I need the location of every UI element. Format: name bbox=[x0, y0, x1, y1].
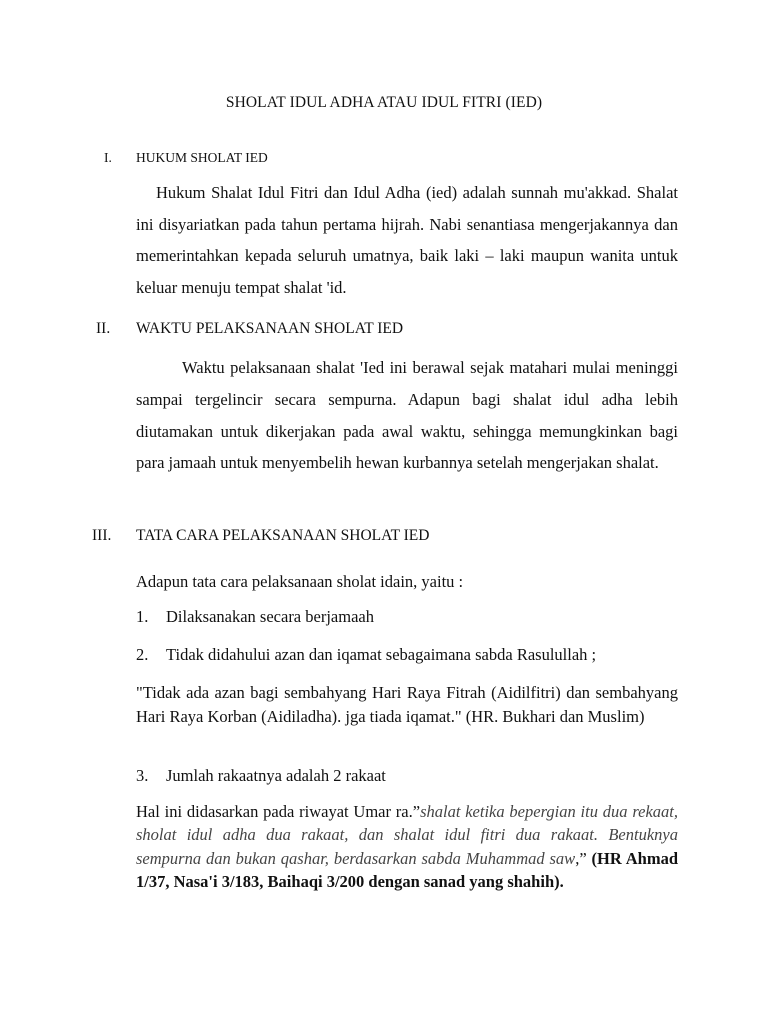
list-item-text: Jumlah rakaatnya adalah 2 rakaat bbox=[166, 766, 386, 785]
list-item-number: 2. bbox=[136, 645, 149, 664]
hadith-reference: (HR Ahmad 1/37, Nasa'i 3/183, Baihaqi 3/200 dengan sanad yang shahih). bbox=[136, 848, 679, 891]
list-item-text: Dilaksanakan secara berjamaah bbox=[166, 607, 374, 626]
list-item-number: 1. bbox=[136, 607, 149, 626]
section-2-heading: WAKTU PELAKSANAAN SHOLAT IED bbox=[136, 320, 404, 337]
section-1-body bbox=[136, 177, 678, 303]
list-item-text: Tidak didahului azan dan iqamat sebagaimana sabda Rasulullah ; bbox=[166, 645, 597, 664]
section-2-number: II. bbox=[96, 320, 111, 337]
hadith-quote: "Tidak ada azan bagi sembahyang Hari Raya Fitrah (Aidilfitri) dan sembahyang Hari Raya Korban (Aidiladha). jga tiada iqamat." (HR. Bukhari dan Muslim) bbox=[136, 683, 678, 726]
section-2-body bbox=[136, 352, 678, 479]
section-1-body-text: Hukum Shalat Idul Fitri dan Idul Adha (ied) adalah sunnah mu'akkad. Shalat ini disyariatkan pada tahun pertama hijrah. Nabi senantiasa mengerjakannya dan memerintahkan kepada seluruh umatnya, baik laki – laki maupun wanita untuk keluar menuju tempat shalat 'id. bbox=[136, 183, 678, 297]
hadith-close: ,” bbox=[575, 848, 592, 868]
section-3-heading: TATA CARA PELAKSANAAN SHOLAT IED bbox=[136, 527, 430, 544]
list-item-number: 3. bbox=[136, 766, 149, 785]
section-3-intro: Adapun tata cara pelaksanaan sholat idain, yaitu : bbox=[136, 572, 464, 591]
section-3-number: III. bbox=[92, 527, 112, 544]
hadith-lead: Hal ini didasarkan pada riwayat Umar ra.” bbox=[136, 802, 421, 821]
hadith-italic: shalat ketika bepergian itu dua rekaat, sholat idul adha dua rakaat, dan shalat idul fitri dua rakaat. Bentuknya sempurna dan bukan qashar, berdasarkan sabda Muhammad saw bbox=[136, 802, 678, 868]
document-title: SHOLAT IDUL ADHA ATAU IDUL FITRI (IED) bbox=[225, 94, 543, 111]
section-2-body-text: Waktu pelaksanaan shalat 'Ied ini berawal sejak matahari mulai meninggi sampai tergelincir secara sempurna. Adapun bagi shalat idul adha lebih diutamakan untuk dikerjakan pada awal waktu, sehingga memungkinkan bagi para jamaah untuk menyembelih hewan kurbannya setelah mengerjakan shalat. bbox=[136, 358, 678, 473]
section-1-heading: HUKUM SHOLAT IED bbox=[136, 150, 268, 165]
section-1-number: I. bbox=[104, 150, 112, 165]
hadith-explanation bbox=[136, 800, 678, 893]
